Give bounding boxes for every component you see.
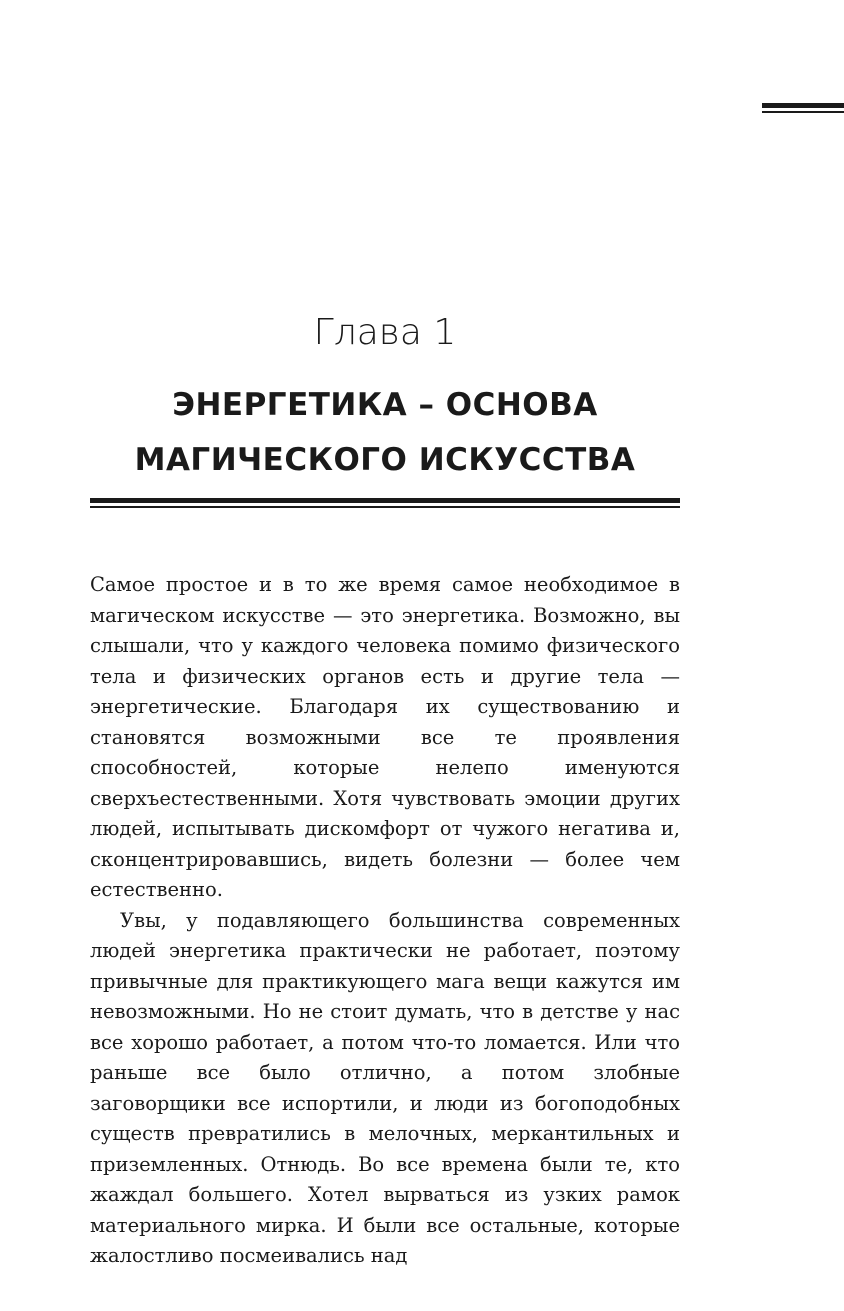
chapter-body <box>90 570 680 1272</box>
title-rule-thick <box>90 498 680 503</box>
title-double-rule <box>90 498 680 510</box>
chapter-title <box>90 378 680 488</box>
paragraph-1: Самое простое и в то же время самое необходимое в магическом искусстве — это энергетика. Возможно, вы слышали, что у каждого человека помимо физического тела и физических органов есть и другие тела — энергетические. Благодаря их существованию и становятся возможными все те проявления способностей, которые нелепо именуются сверхъестественными. Хотя чувствовать эмоции других людей, испытывать дискомфорт от чужого негатива и, сконцентрировавшись, видеть болезни — более чем естественно. <box>90 573 680 901</box>
chapter-number: Глава 1 <box>313 312 457 353</box>
chapter-edge-marker <box>762 103 844 115</box>
title-rule-thin <box>90 506 680 508</box>
edge-marker-thick-bar <box>762 103 844 108</box>
paragraph-2: Увы, у подавляющего большинства современных людей энергетика практически не работает, поэтому привычные для практикующего мага вещи кажутся им невозможными. Но не стоит думать, что в детстве у нас все хорошо работает, а потом что-то ломается. Или что раньше все было отлично, а потом злобные заговорщики все испортили, и люди из богоподобных существ превратились в мелочных, меркантильных и приземленных. Отнюдь. Во все времена были те, кто жаждал большего. Хотел вырваться из узких рамок материального мирка. И были все остальные, которые жалостливо посмеивались над <box>90 908 680 1267</box>
chapter-title-line-2: МАГИЧЕСКОГО ИСКУССТВА <box>134 442 636 478</box>
chapter-title-line-1: ЭНЕРГЕТИКА – ОСНОВА <box>172 387 598 423</box>
edge-marker-thin-bar <box>762 111 844 113</box>
